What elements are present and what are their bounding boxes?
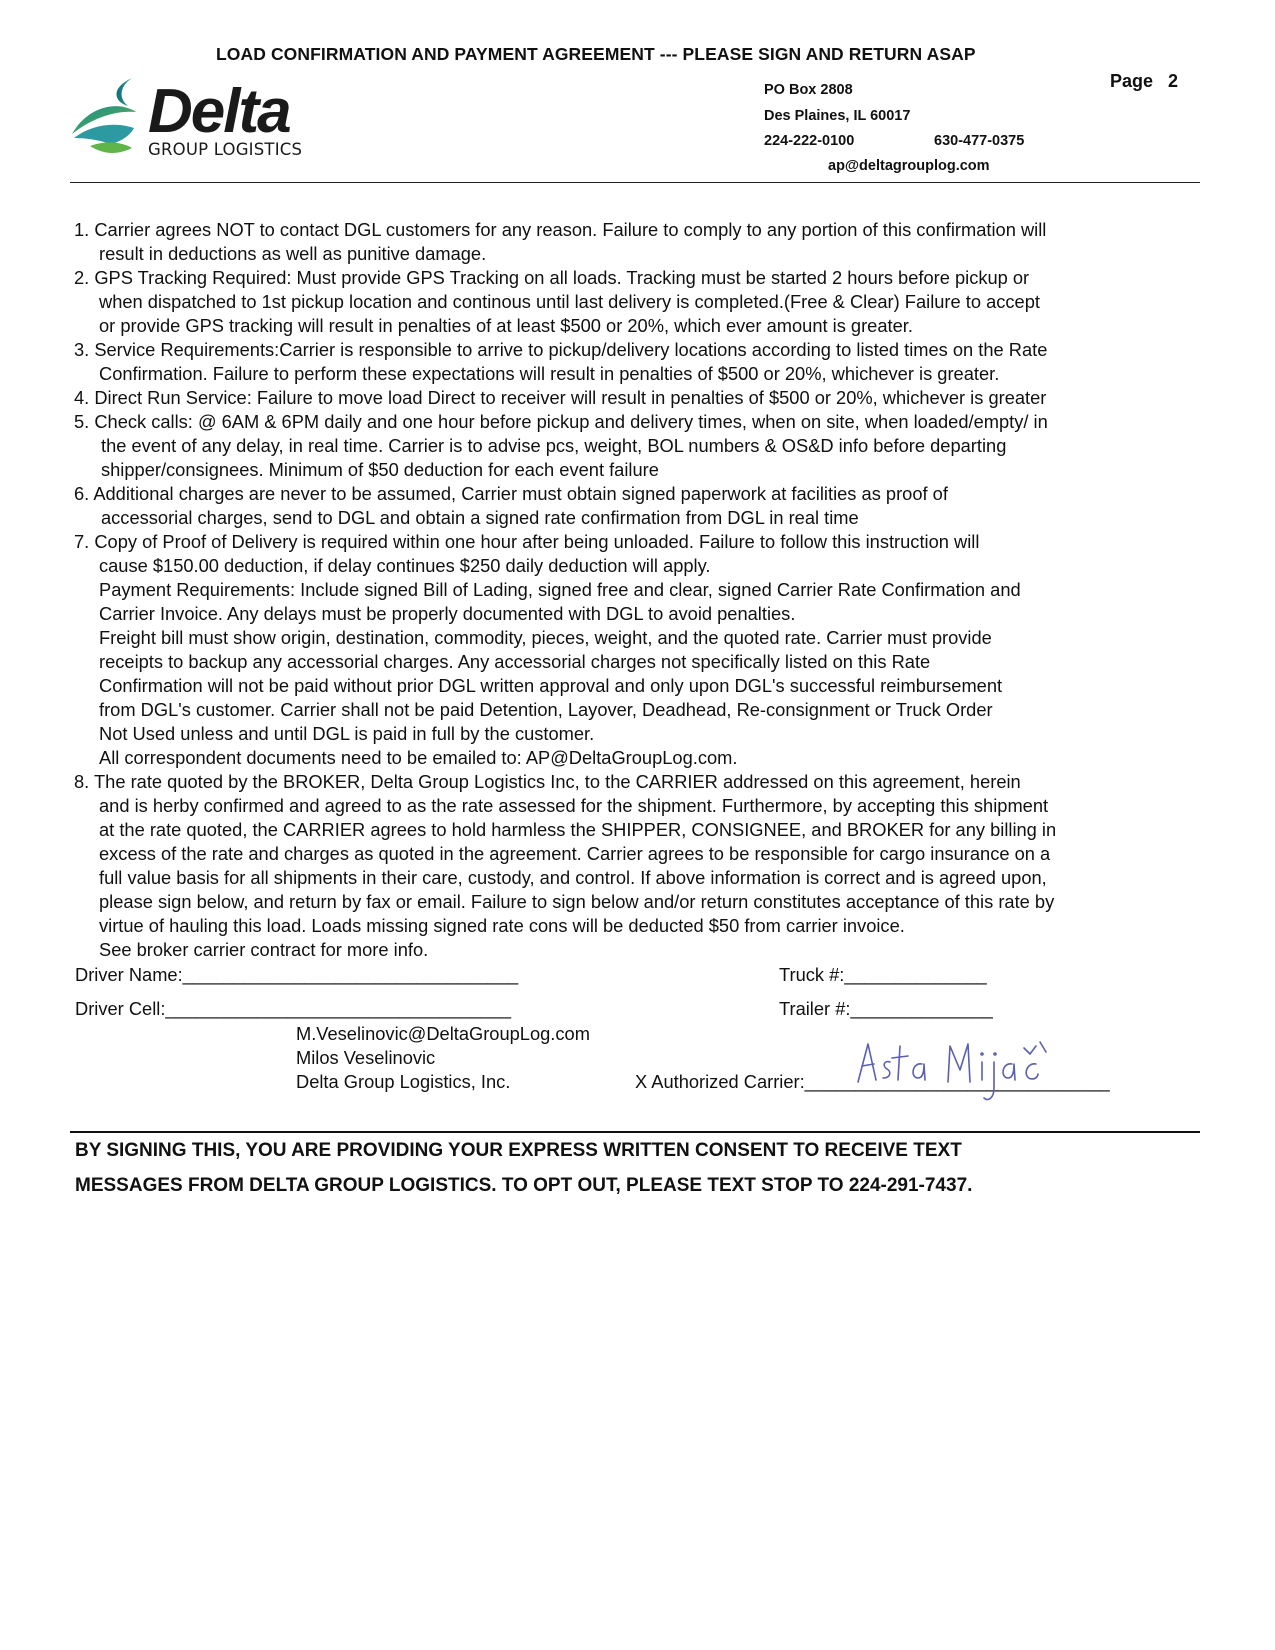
authorized-carrier-field[interactable]: X Authorized Carrier:______________________________: [635, 1071, 1110, 1092]
terms-line: cause $150.00 deduction, if delay continues $250 daily deduction will apply.: [99, 555, 711, 576]
terms-line: accessorial charges, send to DGL and obtain a signed rate confirmation from DGL in real time: [101, 507, 859, 528]
broker-company: Delta Group Logistics, Inc.: [296, 1071, 511, 1092]
consent-notice-line2: MESSAGES FROM DELTA GROUP LOGISTICS. TO OPT OUT, PLEASE TEXT STOP TO 224-291-7437.: [75, 1175, 973, 1196]
trailer-number-field[interactable]: Trailer #:______________: [779, 998, 993, 1019]
terms-line: 2. GPS Tracking Required: Must provide GPS Tracking on all loads. Tracking must be started 2 hours before pickup or: [74, 267, 1030, 288]
carrier-signature: [850, 1036, 1060, 1112]
logo-subtitle: GROUP LOGISTICS: [148, 140, 303, 159]
terms-line: 1. Carrier agrees NOT to contact DGL customers for any reason. Failure to comply to any portion of this confirmation will: [74, 219, 1047, 240]
terms-line: 5. Check calls: @ 6AM & 6PM daily and one hour before pickup and delivery times, when on site, when loaded/empty/ in: [74, 411, 1048, 432]
signature-divider: [70, 1131, 1200, 1133]
header-divider: [70, 182, 1200, 183]
terms-line: or provide GPS tracking will result in penalties of at least $500 or 20%, which ever amount is greater.: [99, 315, 913, 336]
contact-email: ap@deltagrouplog.com: [828, 158, 990, 174]
terms-line: at the rate quoted, the CARRIER agrees to hold harmless the SHIPPER, CONSIGNEE, and BROKER for any billing in: [99, 819, 1057, 840]
terms-line: when dispatched to 1st pickup location and continous until last delivery is completed.(Free & Clear) Failure to accept: [99, 291, 1040, 312]
page-label: Page: [1110, 71, 1154, 91]
terms-list: [74, 218, 1204, 962]
page-number-value: 2: [1168, 71, 1179, 91]
company-logo: [70, 76, 310, 168]
terms-line: 4. Direct Run Service: Failure to move load Direct to receiver will result in penalties of $500 or 20%, whichever is greater: [74, 387, 1047, 408]
terms-line: All correspondent documents need to be emailed to: AP@DeltaGroupLog.com.: [99, 747, 738, 768]
address-city: Des Plaines, IL 60017: [764, 108, 911, 124]
terms-line: 6. Additional charges are never to be assumed, Carrier must obtain signed paperwork at facilities as proof of: [74, 483, 948, 504]
address-po-box: PO Box 2808: [764, 82, 853, 98]
terms-line: 7. Copy of Proof of Delivery is required within one hour after being unloaded. Failure to follow this instruction will: [74, 531, 980, 552]
terms-line: full value basis for all shipments in their care, custody, and control. If above information is correct and is agreed upon,: [99, 867, 1047, 888]
terms-line: Not Used unless and until DGL is paid in full by the customer.: [99, 723, 595, 744]
broker-email: M.Veselinovic@DeltaGroupLog.com: [296, 1023, 590, 1044]
terms-line: Carrier Invoice. Any delays must be properly documented with DGL to avoid penalties.: [99, 603, 796, 624]
phone-primary: 224-222-0100: [764, 133, 855, 149]
terms-line: receipts to backup any accessorial charges. Any accessorial charges not specifically listed on this Rate: [99, 651, 931, 672]
terms-line: virtue of hauling this load. Loads missing signed rate cons will be deducted $50 from carrier invoice.: [99, 915, 905, 936]
terms-line: 3. Service Requirements:Carrier is responsible to arrive to pickup/delivery locations according to listed times on the Rate: [74, 339, 1048, 360]
consent-notice-line1: BY SIGNING THIS, YOU ARE PROVIDING YOUR EXPRESS WRITTEN CONSENT TO RECEIVE TEXT: [75, 1140, 962, 1161]
terms-line: 8. The rate quoted by the BROKER, Delta Group Logistics Inc, to the CARRIER addressed on this agreement, herein: [74, 771, 1021, 792]
terms-line: Confirmation. Failure to perform these expectations will result in penalties of $500 or 20%, whichever is greater.: [99, 363, 1000, 384]
terms-line: and is herby confirmed and agreed to as the rate assessed for the shipment. Furthermore, by accepting this shipment: [99, 795, 1049, 816]
phone-secondary: 630-477-0375: [934, 133, 1025, 149]
terms-line: from DGL's customer. Carrier shall not be paid Detention, Layover, Deadhead, Re-consignment or Truck Order: [99, 699, 993, 720]
truck-number-field[interactable]: Truck #:______________: [779, 964, 987, 985]
terms-line: Payment Requirements: Include signed Bill of Lading, signed free and clear, signed Carrier Rate Confirmation and: [99, 579, 1021, 600]
logo-wordmark: Delta: [148, 77, 290, 146]
terms-line: result in deductions as well as punitive damage.: [99, 243, 487, 264]
terms-line: Freight bill must show origin, destination, commodity, pieces, weight, and the quoted rate. Carrier must provide: [99, 627, 992, 648]
driver-name-field[interactable]: Driver Name:_________________________________: [75, 964, 519, 985]
page-number: [1110, 71, 1178, 92]
terms-line: See broker carrier contract for more info.: [99, 939, 429, 960]
terms-line: please sign below, and return by fax or email. Failure to sign below and/or return constitutes acceptance of this rate by: [99, 891, 1055, 912]
terms-line: shipper/consignees. Minimum of $50 deduction for each event failure: [101, 459, 659, 480]
driver-cell-field[interactable]: Driver Cell:__________________________________: [75, 998, 512, 1019]
broker-name: Milos Veselinovic: [296, 1047, 436, 1068]
terms-line: excess of the rate and charges as quoted in the agreement. Carrier agrees to be responsible for cargo insurance on a: [99, 843, 1051, 864]
document-title: LOAD CONFIRMATION AND PAYMENT AGREEMENT --- PLEASE SIGN AND RETURN ASAP: [216, 44, 976, 64]
terms-line: the event of any delay, in real time. Carrier is to advise pcs, weight, BOL numbers & OS&D info before departing: [101, 435, 1007, 456]
terms-line: Confirmation will not be paid without prior DGL written approval and only upon DGL's successful reimbursement: [99, 675, 1003, 696]
